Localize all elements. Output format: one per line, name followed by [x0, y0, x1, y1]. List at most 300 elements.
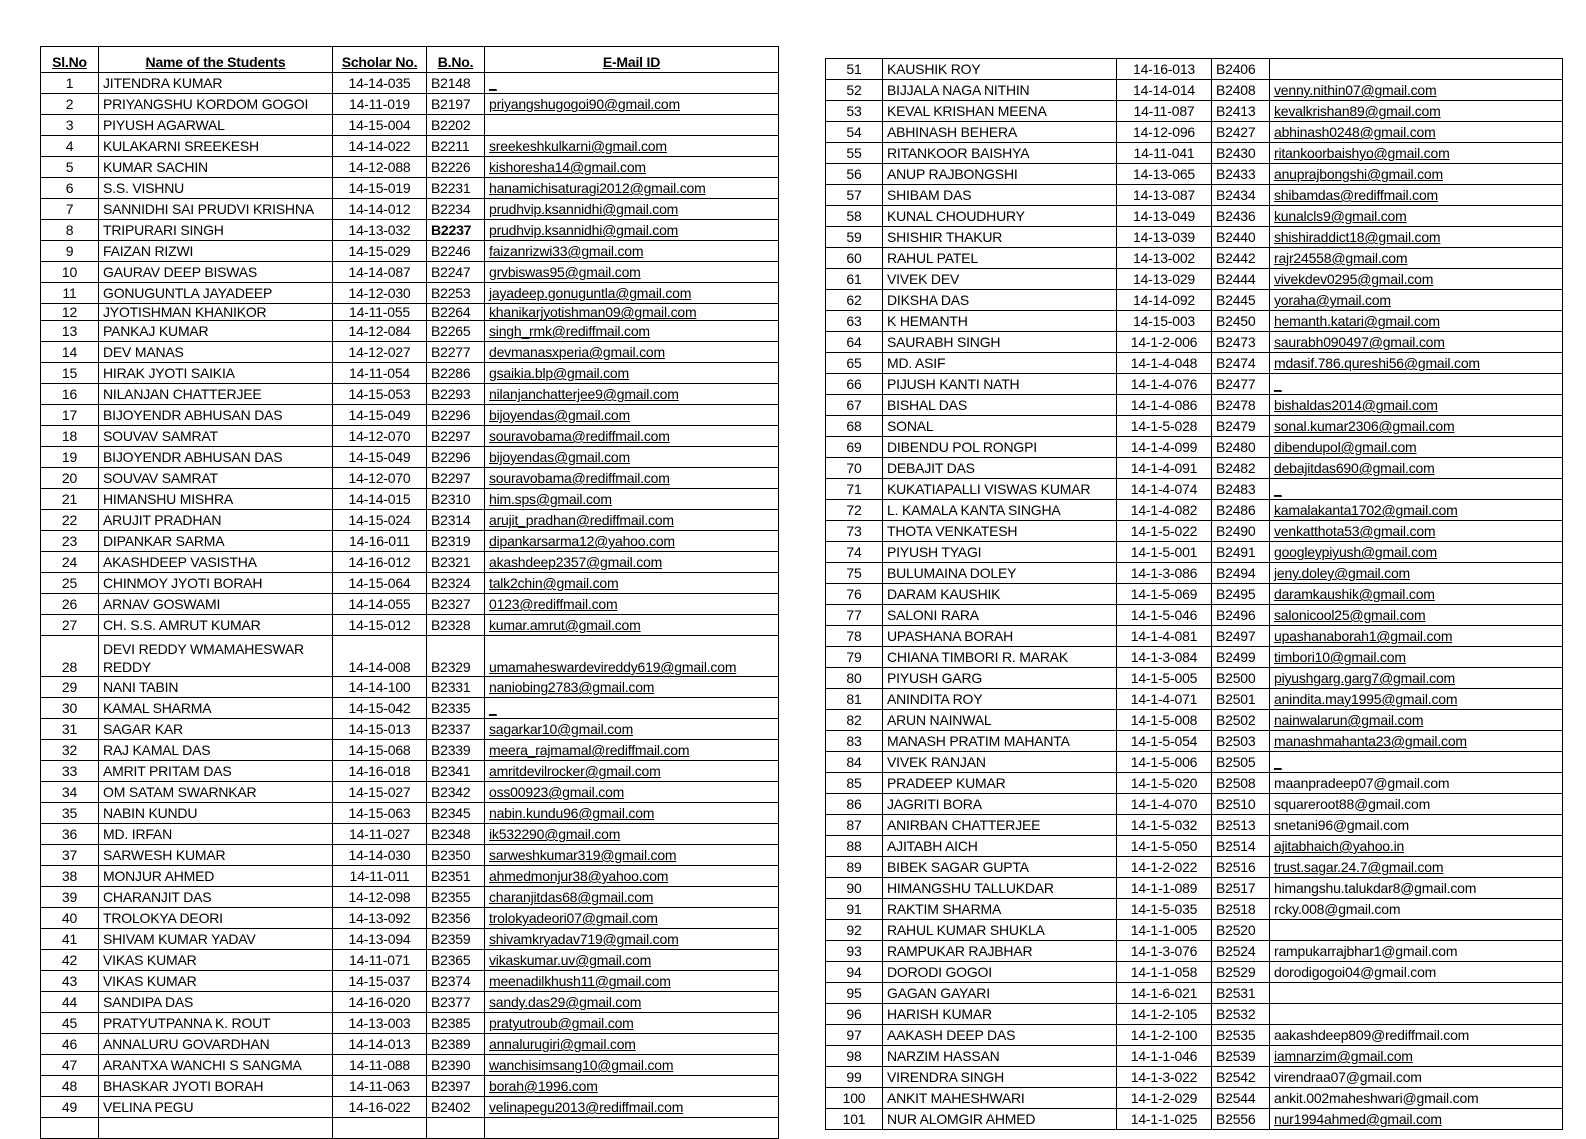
row-email[interactable]: rajr24558@gmail.com	[1270, 248, 1563, 269]
row-email[interactable]: venny.nithin07@gmail.com	[1270, 80, 1563, 101]
row-email[interactable]: ahmedmonjur38@yahoo.com	[485, 866, 779, 887]
row-email[interactable]: akashdeep2357@gmail.com	[485, 552, 779, 573]
row-sl-no: 72	[826, 500, 883, 521]
row-b-no: B2524	[1212, 941, 1270, 962]
row-sl-no: 89	[826, 857, 883, 878]
row-sl-no: 65	[826, 353, 883, 374]
table-row	[41, 782, 779, 803]
row-b-no: B2406	[1212, 59, 1270, 80]
row-email[interactable]: anindita.may1995@gmail.com	[1270, 689, 1563, 710]
table-row	[41, 803, 779, 824]
row-b-no: B2513	[1212, 815, 1270, 836]
table-row	[826, 836, 1563, 857]
row-email[interactable]: kunalcls9@gmail.com	[1270, 206, 1563, 227]
row-student-name: HIMANSHU MISHRA	[99, 489, 333, 510]
row-student-name: SHIVAM KUMAR YADAV	[99, 929, 333, 950]
row-scholar-no: 14-12-070	[333, 426, 427, 447]
row-b-no: B2501	[1212, 689, 1270, 710]
row-email[interactable]: charanjitdas68@gmail.com	[485, 887, 779, 908]
row-b-no: B2197	[427, 94, 485, 115]
row-sl-no: 88	[826, 836, 883, 857]
row-email[interactable]: sreekeshkulkarni@gmail.com	[485, 136, 779, 157]
row-sl-no: 6	[41, 178, 99, 199]
row-scholar-no: 14-14-012	[333, 199, 427, 220]
row-email[interactable]: annalurugiri@gmail.com	[485, 1034, 779, 1055]
row-student-name: KAUSHIK ROY	[883, 59, 1117, 80]
row-b-no: B2430	[1212, 143, 1270, 164]
row-sl-no: 5	[41, 157, 99, 178]
row-scholar-no: 14-1-5-046	[1117, 605, 1212, 626]
table-row	[826, 584, 1563, 605]
row-email[interactable]: anuprajbongshi@gmail.com	[1270, 164, 1563, 185]
row-email[interactable]: khanikarjyotishman09@gmail.com	[485, 304, 779, 321]
table-row	[41, 573, 779, 594]
row-b-no: B2434	[1212, 185, 1270, 206]
table-row	[826, 80, 1563, 101]
row-email[interactable]: ik532290@gmail.com	[485, 824, 779, 845]
row-email[interactable]: maanpradeep07@gmail.com	[1270, 773, 1563, 794]
right-student-table	[825, 58, 1563, 1130]
row-b-no: B2265	[427, 321, 485, 342]
row-email[interactable]: rampukarrajbhar1@gmail.com	[1270, 941, 1563, 962]
row-student-name: ANINDITA ROY	[883, 689, 1117, 710]
row-email[interactable]: upashanaborah1@gmail.com	[1270, 626, 1563, 647]
row-student-name: ARUJIT PRADHAN	[99, 510, 333, 531]
row-email[interactable]: iamnarzim@gmail.com	[1270, 1046, 1563, 1067]
row-email[interactable]: sonal.kumar2306@gmail.com	[1270, 416, 1563, 437]
row-email[interactable]: salonicool25@gmail.com	[1270, 605, 1563, 626]
row-sl-no: 44	[41, 992, 99, 1013]
row-b-no: B2450	[1212, 311, 1270, 332]
row-email[interactable]: sandy.das29@gmail.com	[485, 992, 779, 1013]
row-email[interactable]: saurabh090497@gmail.com	[1270, 332, 1563, 353]
row-scholar-no: 14-14-030	[333, 845, 427, 866]
row-student-name: DIPANKAR SARMA	[99, 531, 333, 552]
row-scholar-no: 14-13-092	[333, 908, 427, 929]
row-b-no: B2529	[1212, 962, 1270, 983]
row-email[interactable]: amritdevilrocker@gmail.com	[485, 761, 779, 782]
row-email[interactable]: arujit_pradhan@rediffmail.com	[485, 510, 779, 531]
row-b-no: B2202	[427, 115, 485, 136]
row-sl-no: 31	[41, 719, 99, 740]
row-sl-no: 8	[41, 220, 99, 241]
row-email[interactable]: aakashdeep809@rediffmail.com	[1270, 1025, 1563, 1046]
table-row	[826, 101, 1563, 122]
table-row	[41, 531, 779, 552]
row-b-no: B2508	[1212, 773, 1270, 794]
row-sl-no: 69	[826, 437, 883, 458]
table-row	[41, 1118, 779, 1139]
row-sl-no: 7	[41, 199, 99, 220]
row-b-no: B2293	[427, 384, 485, 405]
row-sl-no: 46	[41, 1034, 99, 1055]
table-row	[826, 794, 1563, 815]
row-sl-no: 92	[826, 920, 883, 941]
row-sl-no: 67	[826, 395, 883, 416]
row-sl-no: 17	[41, 405, 99, 426]
row-b-no: B2497	[1212, 626, 1270, 647]
table-row	[826, 374, 1563, 395]
row-b-no: B2480	[1212, 437, 1270, 458]
row-sl-no: 4	[41, 136, 99, 157]
row-email[interactable]: vivekdev0295@gmail.com	[1270, 269, 1563, 290]
row-sl-no: 11	[41, 283, 99, 304]
row-b-no: B2296	[427, 405, 485, 426]
row-student-name: VIKAS KUMAR	[99, 950, 333, 971]
row-email[interactable]: nabin.kundu96@gmail.com	[485, 803, 779, 824]
row-email[interactable]: timbori10@gmail.com	[1270, 647, 1563, 668]
row-email[interactable]: prudhvip.ksannidhi@gmail.com	[485, 220, 779, 241]
row-student-name: MD. ASIF	[883, 353, 1117, 374]
row-email[interactable]: mdasif.786.qureshi56@gmail.com	[1270, 353, 1563, 374]
row-scholar-no: 14-1-3-076	[1117, 941, 1212, 962]
row-scholar-no: 14-11-019	[333, 94, 427, 115]
row-email[interactable]: kumar.amrut@gmail.com	[485, 615, 779, 636]
table-row	[826, 500, 1563, 521]
row-email[interactable]: faizanrizwi33@gmail.com	[485, 241, 779, 262]
row-scholar-no: 14-15-037	[333, 971, 427, 992]
row-email[interactable]: wanchisimsang10@gmail.com	[485, 1055, 779, 1076]
row-email[interactable]: grvbiswas95@gmail.com	[485, 262, 779, 283]
row-sl-no: 95	[826, 983, 883, 1004]
row-scholar-no: 14-11-054	[333, 363, 427, 384]
row-email[interactable]: prudhvip.ksannidhi@gmail.com	[485, 199, 779, 220]
row-email[interactable]: singh_rmk@rediffmail.com	[485, 321, 779, 342]
row-sl-no: 27	[41, 615, 99, 636]
row-scholar-no: 14-1-4-048	[1117, 353, 1212, 374]
row-email[interactable]: sarweshkumar319@gmail.com	[485, 845, 779, 866]
table-row	[41, 908, 779, 929]
row-b-no: B2477	[1212, 374, 1270, 395]
row-scholar-no: 14-15-024	[333, 510, 427, 531]
row-email[interactable]: jeny.doley@gmail.com	[1270, 563, 1563, 584]
row-email[interactable]: abhinash0248@gmail.com	[1270, 122, 1563, 143]
table-row	[41, 698, 779, 719]
row-scholar-no: 14-1-4-081	[1117, 626, 1212, 647]
row-email[interactable]: ajitabhaich@yahoo.in	[1270, 836, 1563, 857]
row-b-no: B2319	[427, 531, 485, 552]
row-email[interactable]: vikaskumar.uv@gmail.com	[485, 950, 779, 971]
row-sl-no: 42	[41, 950, 99, 971]
row-email[interactable]: gsaikia.blp@gmail.com	[485, 363, 779, 384]
row-student-name: BHASKAR JYOTI BORAH	[99, 1076, 333, 1097]
row-b-no: B2478	[1212, 395, 1270, 416]
row-scholar-no: 14-15-027	[333, 782, 427, 803]
table-row	[41, 178, 779, 199]
row-b-no: B2531	[1212, 983, 1270, 1004]
row-b-no: B2277	[427, 342, 485, 363]
row-student-name: DEBAJIT DAS	[883, 458, 1117, 479]
row-student-name: BIJOYENDR ABHUSAN DAS	[99, 447, 333, 468]
row-scholar-no: 14-11-087	[1117, 101, 1212, 122]
row-student-name: GAGAN GAYARI	[883, 983, 1117, 1004]
row-scholar-no: 14-1-3-086	[1117, 563, 1212, 584]
row-b-no: B2359	[427, 929, 485, 950]
row-email[interactable]: talk2chin@gmail.com	[485, 573, 779, 594]
row-scholar-no: 14-1-5-050	[1117, 836, 1212, 857]
row-b-no: B2377	[427, 992, 485, 1013]
row-b-no: B2503	[1212, 731, 1270, 752]
row-sl-no: 49	[41, 1097, 99, 1118]
row-b-no: B2490	[1212, 521, 1270, 542]
row-sl-no: 3	[41, 115, 99, 136]
row-scholar-no: 14-12-098	[333, 887, 427, 908]
row-student-name: SHIBAM DAS	[883, 185, 1117, 206]
table-row	[41, 342, 779, 363]
row-email[interactable]: umamaheswardevireddy619@gmail.com	[485, 636, 779, 677]
row-email[interactable]: bishaldas2014@gmail.com	[1270, 395, 1563, 416]
row-scholar-no: 14-11-071	[333, 950, 427, 971]
row-b-no: B2234	[427, 199, 485, 220]
row-student-name: ABHINASH BEHERA	[883, 122, 1117, 143]
table-row	[826, 731, 1563, 752]
table-row	[41, 241, 779, 262]
row-scholar-no: 14-16-011	[333, 531, 427, 552]
row-student-name: CH. S.S. AMRUT KUMAR	[99, 615, 333, 636]
row-email[interactable]: him.sps@gmail.com	[485, 489, 779, 510]
row-b-no: B2486	[1212, 500, 1270, 521]
row-email[interactable]: snetani96@gmail.com	[1270, 815, 1563, 836]
row-email[interactable]: borah@1996.com	[485, 1076, 779, 1097]
left-table-body	[41, 73, 779, 1139]
row-email[interactable]: hemanth.katari@gmail.com	[1270, 311, 1563, 332]
row-email[interactable]: sagarkar10@gmail.com	[485, 719, 779, 740]
row-student-name: HIMANGSHU TALLUKDAR	[883, 878, 1117, 899]
row-scholar-no: 14-15-068	[333, 740, 427, 761]
table-row	[41, 426, 779, 447]
row-email[interactable]: daramkaushik@gmail.com	[1270, 584, 1563, 605]
row-email[interactable]: ritankoorbaishyo@gmail.com	[1270, 143, 1563, 164]
row-scholar-no: 14-13-087	[1117, 185, 1212, 206]
row-email[interactable]: nur1994ahmed@gmail.com	[1270, 1109, 1563, 1130]
row-student-name: KULAKARNI SREEKESH	[99, 136, 333, 157]
row-email[interactable]: piyushgarg.garg7@gmail.com	[1270, 668, 1563, 689]
table-row	[41, 594, 779, 615]
row-sl-no: 21	[41, 489, 99, 510]
row-email[interactable]: shibamdas@rediffmail.com	[1270, 185, 1563, 206]
row-student-name: L. KAMALA KANTA SINGHA	[883, 500, 1117, 521]
row-sl-no: 22	[41, 510, 99, 531]
table-row	[826, 353, 1563, 374]
row-email[interactable]: dibendupol@gmail.com	[1270, 437, 1563, 458]
row-b-no: B2444	[1212, 269, 1270, 290]
row-email[interactable]: meenadilkhush11@gmail.com	[485, 971, 779, 992]
table-row	[826, 542, 1563, 563]
row-student-name: NABIN KUNDU	[99, 803, 333, 824]
row-email: _	[1270, 374, 1563, 395]
row-student-name: RAJ KAMAL DAS	[99, 740, 333, 761]
row-email[interactable]: naniobing2783@gmail.com	[485, 677, 779, 698]
table-row	[826, 290, 1563, 311]
row-scholar-no: 14-1-5-069	[1117, 584, 1212, 605]
row-email[interactable]: oss00923@gmail.com	[485, 782, 779, 803]
table-row	[826, 563, 1563, 584]
row-sl-no: 24	[41, 552, 99, 573]
row-b-no: B2496	[1212, 605, 1270, 626]
row-student-name: PANKAJ KUMAR	[99, 321, 333, 342]
row-sl-no: 39	[41, 887, 99, 908]
row-sl-no: 68	[826, 416, 883, 437]
table-row	[41, 363, 779, 384]
table-row	[826, 311, 1563, 332]
row-student-name: SAGAR KAR	[99, 719, 333, 740]
row-email[interactable]: ankit.002maheshwari@gmail.com	[1270, 1088, 1563, 1109]
row-email[interactable]: trust.sagar.24.7@gmail.com	[1270, 857, 1563, 878]
row-b-no: B2413	[1212, 101, 1270, 122]
row-email[interactable]: bijoyendas@gmail.com	[485, 405, 779, 426]
row-b-no: B2231	[427, 178, 485, 199]
row-b-no: B2502	[1212, 710, 1270, 731]
row-b-no: B2342	[427, 782, 485, 803]
table-row	[826, 248, 1563, 269]
row-sl-no	[41, 1118, 99, 1139]
row-b-no: B2148	[427, 73, 485, 94]
table-row	[826, 227, 1563, 248]
table-row	[41, 321, 779, 342]
row-b-no: B2335	[427, 698, 485, 719]
row-email[interactable]: nilanjanchatterjee9@gmail.com	[485, 384, 779, 405]
row-scholar-no: 14-14-013	[333, 1034, 427, 1055]
row-scholar-no: 14-1-5-032	[1117, 815, 1212, 836]
table-row	[826, 206, 1563, 227]
row-b-no: B2436	[1212, 206, 1270, 227]
row-sl-no: 29	[41, 677, 99, 698]
row-sl-no: 94	[826, 962, 883, 983]
row-student-name: DARAM KAUSHIK	[883, 584, 1117, 605]
table-row	[41, 992, 779, 1013]
row-scholar-no: 14-1-3-022	[1117, 1067, 1212, 1088]
row-scholar-no: 14-1-6-021	[1117, 983, 1212, 1004]
row-email[interactable]: 0123@rediffmail.com	[485, 594, 779, 615]
row-student-name: AMRIT PRITAM DAS	[99, 761, 333, 782]
row-b-no: B2520	[1212, 920, 1270, 941]
row-email[interactable]: virendraa07@gmail.com	[1270, 1067, 1563, 1088]
row-student-name: MANASH PRATIM MAHANTA	[883, 731, 1117, 752]
row-email[interactable]: hanamichisaturagi2012@gmail.com	[485, 178, 779, 199]
row-scholar-no: 14-13-039	[1117, 227, 1212, 248]
row-scholar-no: 14-1-1-025	[1117, 1109, 1212, 1130]
row-email[interactable]: jayadeep.gonuguntla@gmail.com	[485, 283, 779, 304]
row-sl-no: 78	[826, 626, 883, 647]
row-email[interactable]: meera_rajmamal@rediffmail.com	[485, 740, 779, 761]
row-email[interactable]: googleypiyush@gmail.com	[1270, 542, 1563, 563]
row-sl-no: 1	[41, 73, 99, 94]
table-row	[826, 479, 1563, 500]
row-email[interactable]: dorodigogoi04@gmail.com	[1270, 962, 1563, 983]
row-email: _	[485, 698, 779, 719]
row-student-name: VIKAS KUMAR	[99, 971, 333, 992]
row-email[interactable]: himangshu.talukdar8@gmail.com	[1270, 878, 1563, 899]
row-scholar-no: 14-1-4-082	[1117, 500, 1212, 521]
row-email[interactable]: dipankarsarma12@yahoo.com	[485, 531, 779, 552]
row-email[interactable]: kishoresha14@gmail.com	[485, 157, 779, 178]
row-student-name: DEVI REDDY WMAMAHESWAR REDDY	[99, 636, 333, 677]
row-email[interactable]: velinapegu2013@rediffmail.com	[485, 1097, 779, 1118]
row-b-no: B2327	[427, 594, 485, 615]
table-row	[826, 752, 1563, 773]
row-sl-no: 73	[826, 521, 883, 542]
row-email[interactable]: nainwalarun@gmail.com	[1270, 710, 1563, 731]
row-student-name: ARUN NAINWAL	[883, 710, 1117, 731]
table-row	[41, 220, 779, 241]
row-scholar-no	[333, 1118, 427, 1139]
row-scholar-no: 14-1-5-022	[1117, 521, 1212, 542]
row-email[interactable]: bijoyendas@gmail.com	[485, 447, 779, 468]
row-b-no: B2539	[1212, 1046, 1270, 1067]
row-student-name: PRIYANGSHU KORDOM GOGOI	[99, 94, 333, 115]
table-row	[826, 143, 1563, 164]
row-scholar-no: 14-11-011	[333, 866, 427, 887]
row-email[interactable]: shishiraddict18@gmail.com	[1270, 227, 1563, 248]
table-row	[826, 899, 1563, 920]
row-scholar-no: 14-15-029	[333, 241, 427, 262]
row-email[interactable]: venkatthota53@gmail.com	[1270, 521, 1563, 542]
row-email[interactable]: trolokyadeori07@gmail.com	[485, 908, 779, 929]
row-email[interactable]: pratyutroub@gmail.com	[485, 1013, 779, 1034]
row-sl-no: 43	[41, 971, 99, 992]
row-student-name: S.S. VISHNU	[99, 178, 333, 199]
row-scholar-no: 14-15-053	[333, 384, 427, 405]
row-email[interactable]: manashmahanta23@gmail.com	[1270, 731, 1563, 752]
row-email[interactable]: devmanasxperia@gmail.com	[485, 342, 779, 363]
row-student-name: SOUVAV SAMRAT	[99, 426, 333, 447]
row-email	[1270, 59, 1563, 80]
row-sl-no: 32	[41, 740, 99, 761]
table-row	[41, 304, 779, 321]
row-scholar-no: 14-13-094	[333, 929, 427, 950]
row-b-no	[427, 1118, 485, 1139]
row-student-name: CHINMOY JYOTI BORAH	[99, 573, 333, 594]
row-email[interactable]: yoraha@ymail.com	[1270, 290, 1563, 311]
row-email[interactable]: souravobama@rediffmail.com	[485, 426, 779, 447]
row-sl-no: 41	[41, 929, 99, 950]
row-email[interactable]: kamalakanta1702@gmail.com	[1270, 500, 1563, 521]
table-row	[41, 761, 779, 782]
row-scholar-no: 14-1-2-006	[1117, 332, 1212, 353]
row-scholar-no: 14-11-041	[1117, 143, 1212, 164]
row-email[interactable]: rcky.008@gmail.com	[1270, 899, 1563, 920]
header-row	[41, 47, 779, 73]
row-scholar-no: 14-14-092	[1117, 290, 1212, 311]
row-email[interactable]: priyangshugogoi90@gmail.com	[485, 94, 779, 115]
header-email: E-Mail ID	[485, 47, 779, 73]
row-email[interactable]: souravobama@rediffmail.com	[485, 468, 779, 489]
row-b-no: B2514	[1212, 836, 1270, 857]
row-sl-no: 28	[41, 636, 99, 677]
row-student-name: DORODI GOGOI	[883, 962, 1117, 983]
row-student-name: DEV MANAS	[99, 342, 333, 363]
row-email: _	[1270, 752, 1563, 773]
row-sl-no: 13	[41, 321, 99, 342]
row-student-name: AJITABH AICH	[883, 836, 1117, 857]
row-scholar-no: 14-15-064	[333, 573, 427, 594]
row-student-name: DIBENDU POL RONGPI	[883, 437, 1117, 458]
row-email[interactable]: debajitdas690@gmail.com	[1270, 458, 1563, 479]
row-email[interactable]: kevalkrishan89@gmail.com	[1270, 101, 1563, 122]
row-sl-no: 56	[826, 164, 883, 185]
row-sl-no: 66	[826, 374, 883, 395]
table-row	[826, 941, 1563, 962]
row-b-no: B2482	[1212, 458, 1270, 479]
row-b-no: B2237	[427, 220, 485, 241]
table-row	[41, 950, 779, 971]
row-sl-no: 18	[41, 426, 99, 447]
row-scholar-no: 14-14-055	[333, 594, 427, 615]
row-email[interactable]: shivamkryadav719@gmail.com	[485, 929, 779, 950]
row-student-name: DIKSHA DAS	[883, 290, 1117, 311]
row-student-name: NUR ALOMGIR AHMED	[883, 1109, 1117, 1130]
row-email[interactable]: squareroot88@gmail.com	[1270, 794, 1563, 815]
